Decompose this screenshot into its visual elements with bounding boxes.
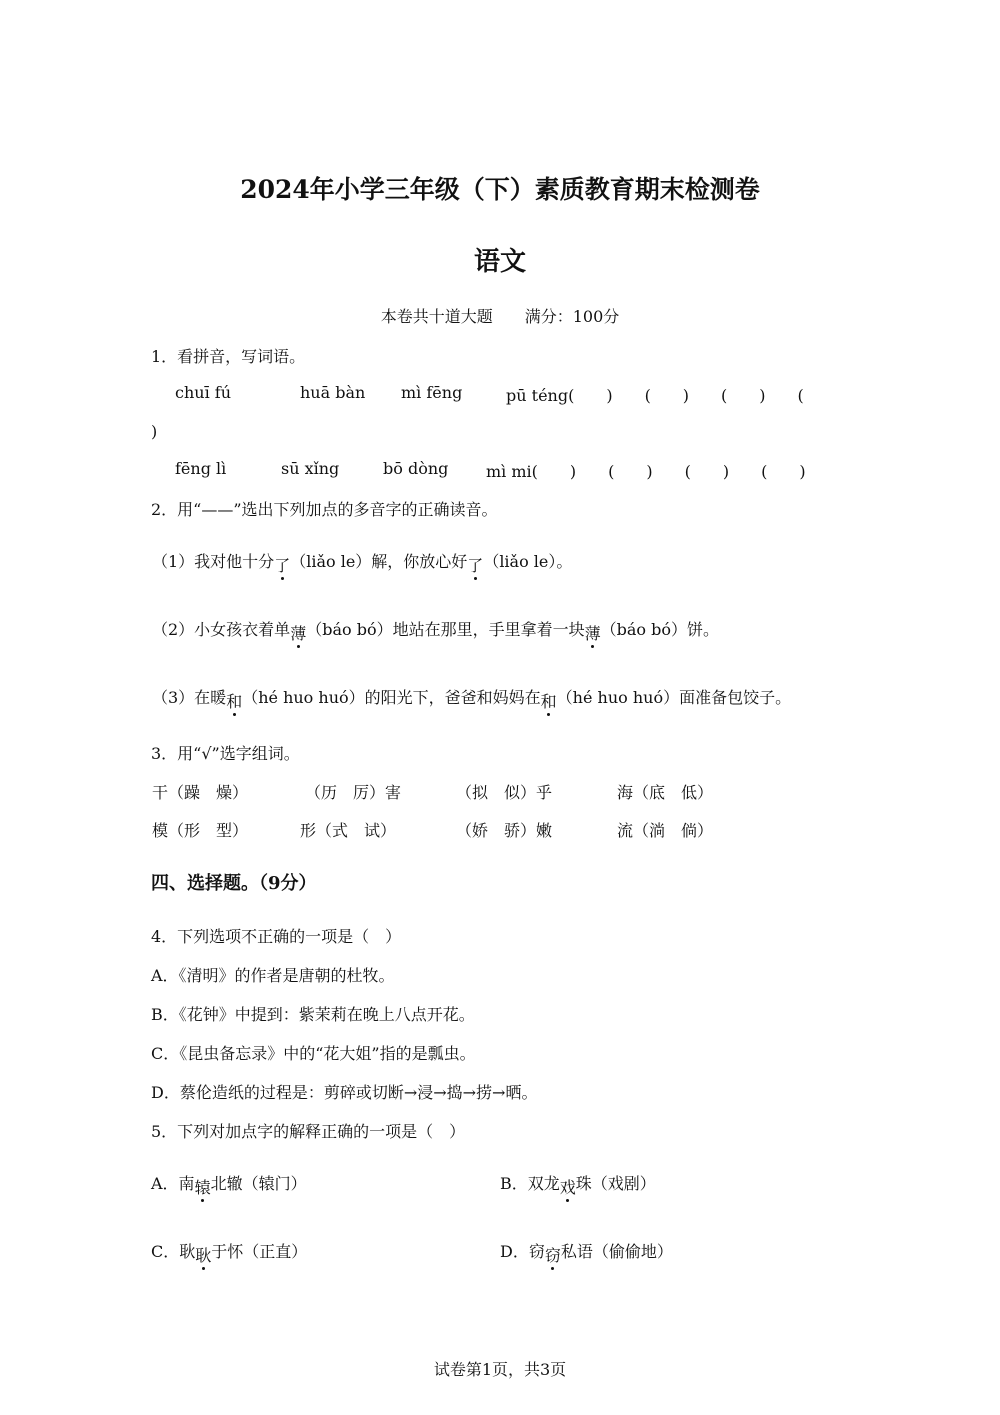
q2-stem: 2．用“——”选出下列加点的多音字的正确读音。 [151,500,498,519]
word-choice: 海（底 低） [617,783,714,802]
q5-stem: 5．下列对加点字的解释正确的一项是（ ） [151,1122,466,1141]
dotted-char: 辕 [194,1178,211,1197]
exam-title: 2024年小学三年级（下）素质教育期末检测卷 [240,175,760,204]
q5-option-d: D．窃窃私语（偷偷地） [500,1242,673,1265]
dotted-char: 薄 [584,624,601,643]
q4-option-a: A．《清明》的作者是唐朝的杜牧。 [151,966,395,985]
pinyin-item: fēng lì [175,459,227,478]
q5-option-a: A．南辕北辙（辕门） [151,1174,307,1197]
word-choice: （娇 骄）嫩 [456,821,553,840]
q4-option-d: D．蔡伦造纸的过程是：剪碎或切断→浸→捣→捞→晒。 [151,1083,538,1102]
dotted-char: 窃 [544,1246,561,1265]
q4-option-b: B．《花钟》中提到：紫茉莉在晚上八点开花。 [151,1005,475,1024]
q2-item-2: （2）小女孩衣着单薄（báo bó）地站在那里，手里拿着一块薄（báo bó）饼。 [152,620,719,643]
q2-item-3: （3）在暖和（hé huo huó）的阳光下，爸爸和妈妈在和（hé huo huó）面准备包饺子。 [152,688,792,711]
word-choice: （历 厉）害 [305,783,402,802]
pinyin-item: pū téng( ) ( ) ( ) ( [506,386,804,405]
dotted-char: 和 [226,692,243,711]
dotted-char: 耿 [195,1246,212,1265]
q5-option-b: B．双龙戏珠（戏剧） [500,1174,656,1197]
section-heading: 四、选择题。（9分） [151,873,317,894]
pinyin-item: chuī fú [175,383,231,402]
dotted-char: 了 [467,556,484,575]
pinyin-item: mì mi( ) ( ) ( ) ( ) [486,462,806,481]
dotted-char: 薄 [290,624,307,643]
word-choice: 模（形 型） [152,821,249,840]
word-choice: 形（式 试） [300,821,397,840]
exam-info: 本卷共十道大题 满分：100分 [380,307,620,326]
word-choice: （拟 似）乎 [456,783,553,802]
pinyin-item: mì fēng [401,383,463,402]
word-choice: 流（淌 倘） [617,821,714,840]
pinyin-wrap: ) [151,422,158,441]
q1-stem: 1．看拼音，写词语。 [151,347,306,366]
pinyin-item: huā bàn [300,383,366,402]
q3-stem: 3．用“√”选字组词。 [151,744,300,763]
q4-option-c: C．《昆虫备忘录》中的“花大姐”指的是瓢虫。 [151,1044,476,1063]
q2-item-1: （1）我对他十分了（liǎo le）解，你放心好了（liǎo le）。 [152,552,573,575]
word-choice: 干（躁 燥） [152,783,249,802]
dotted-char: 戏 [559,1178,576,1197]
q4-stem: 4．下列选项不正确的一项是（ ） [151,927,402,946]
dotted-char: 了 [274,556,291,575]
pinyin-item: bō dòng [383,459,449,478]
dotted-char: 和 [540,692,557,711]
q5-option-c: C．耿耿于怀（正直） [151,1242,308,1265]
pinyin-item: sū xǐng [281,459,340,478]
page-footer: 试卷第1页，共3页 [433,1360,567,1379]
subject-title: 语文 [473,247,526,277]
